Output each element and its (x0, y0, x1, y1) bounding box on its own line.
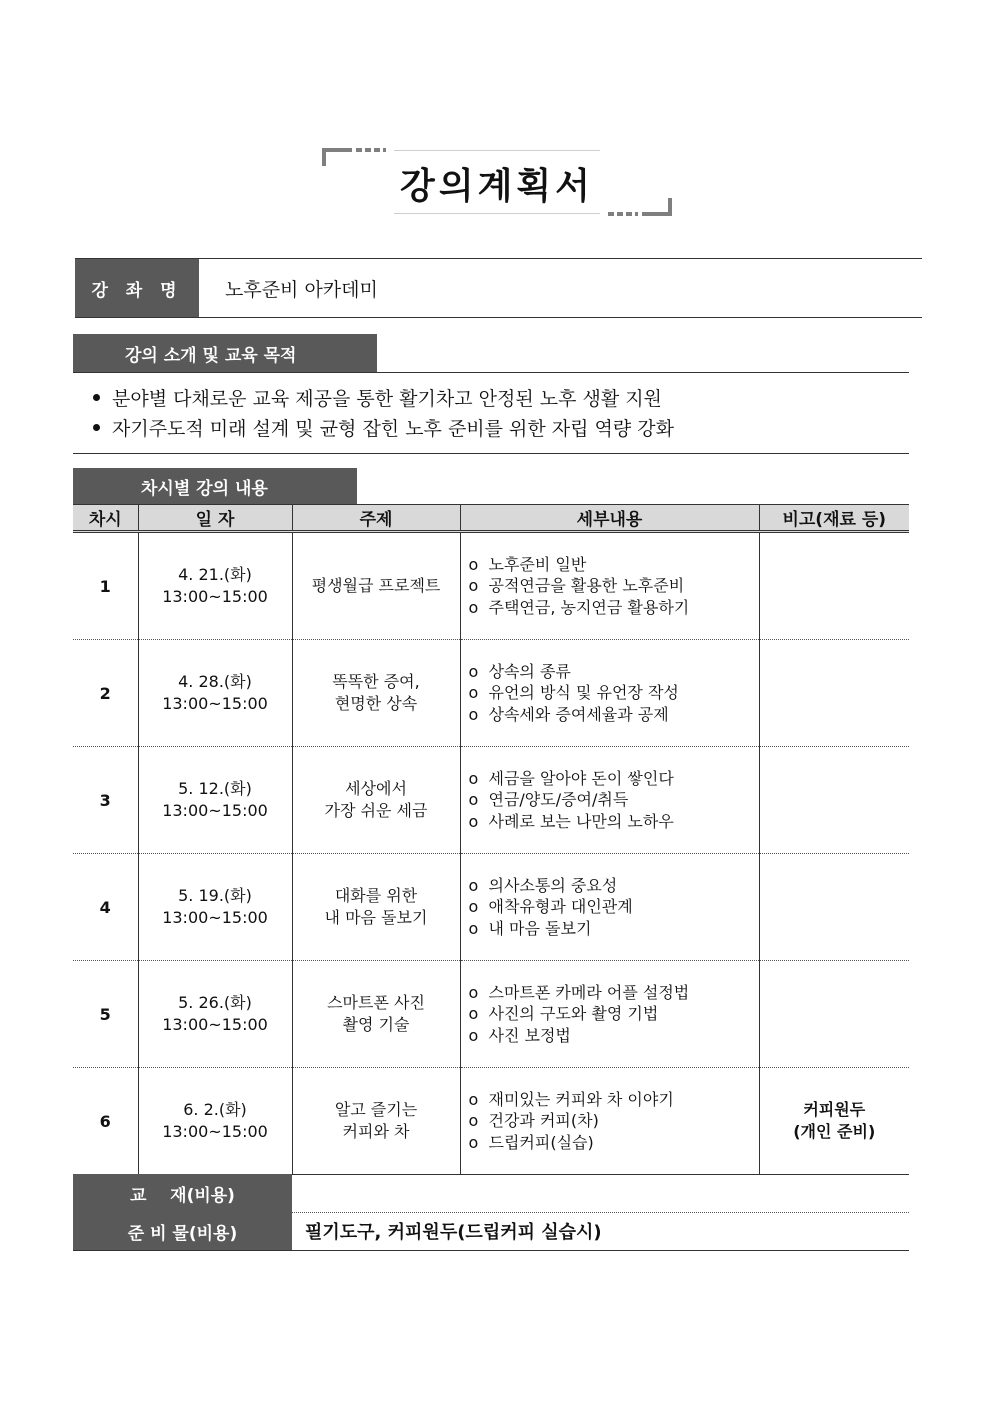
session-number: 2 (73, 640, 138, 747)
session-topic-cell (292, 532, 460, 640)
session-details-cell (460, 747, 759, 854)
session-topic: 내 마음 돌보기 (324, 908, 428, 927)
intro-bullet (93, 384, 662, 411)
course-name-value: 노후준비 아카데미 (225, 278, 378, 301)
schedule-heading: 차시별 강의 내용 (73, 468, 357, 504)
intro-heading: 강의 소개 및 교육 목적 (73, 334, 377, 372)
session-topic: 알고 즐기는 (334, 1100, 418, 1119)
session-note: (개인 준비) (793, 1122, 876, 1141)
session-time: 13:00~15:00 (162, 908, 268, 927)
session-detail-item: o 애착유형과 대인관계 (469, 896, 759, 918)
column-header: 주제 (292, 505, 460, 532)
divider (73, 453, 909, 454)
session-details-cell (460, 854, 759, 961)
bracket-decoration (322, 148, 352, 152)
session-date: 4. 28.(화) (178, 672, 252, 691)
bullet-icon (93, 424, 100, 431)
session-topic: 세상에서 (345, 779, 407, 798)
session-date-cell (138, 961, 292, 1068)
session-detail-item: o 상속의 종류 (469, 661, 759, 683)
bullet-icon (93, 394, 100, 401)
table-header-row (73, 505, 909, 532)
session-detail-item: o 재미있는 커피와 차 이야기 (469, 1089, 759, 1111)
course-name-label: 강 좌 명 (75, 259, 199, 317)
session-number: 3 (73, 747, 138, 854)
session-topic-cell (292, 1068, 460, 1175)
session-topic: 평생월급 프로젝트 (311, 576, 441, 595)
session-note-cell (759, 747, 909, 854)
session-detail-item: o 유언의 방식 및 유언장 작성 (469, 682, 759, 704)
session-number: 6 (73, 1068, 138, 1175)
session-number: 4 (73, 854, 138, 961)
session-detail-item: o 공적연금을 활용한 노후준비 (469, 575, 759, 597)
session-note-cell (759, 532, 909, 640)
session-note-cell (759, 854, 909, 961)
divider (73, 372, 909, 373)
session-date: 5. 26.(화) (178, 993, 252, 1012)
title-block (322, 148, 672, 216)
session-date-cell (138, 854, 292, 961)
session-detail-item: o 사진의 구도와 촬영 기법 (469, 1003, 759, 1025)
dots-decoration (608, 212, 638, 216)
session-detail-item: o 사례로 보는 나만의 노하우 (469, 811, 759, 833)
session-details-cell (460, 1068, 759, 1175)
session-date-cell (138, 532, 292, 640)
table-row (73, 961, 909, 1068)
column-header: 비고(재료 등) (759, 505, 909, 532)
table-row (73, 1068, 909, 1175)
supplies-value: 필기도구, 커피원두(드립커피 실습시) (305, 1222, 602, 1243)
intro-bullet-text: 분야별 다채로운 교육 제공을 통한 활기차고 안정된 노후 생활 지원 (112, 388, 662, 410)
schedule-table (73, 504, 909, 1175)
session-topic: 똑똑한 증여, (332, 672, 420, 691)
session-note-cell (759, 961, 909, 1068)
session-note-cell (759, 640, 909, 747)
page-title: 강의계획서 (400, 166, 594, 207)
session-detail-item: o 상속세와 증여세율과 공제 (469, 704, 759, 726)
supplies-row (73, 1212, 909, 1251)
session-detail-item: o 내 마음 돌보기 (469, 918, 759, 940)
session-details-cell (460, 961, 759, 1068)
session-date-cell (138, 1068, 292, 1175)
session-detail-item: o 노후준비 일반 (469, 554, 759, 576)
session-number: 5 (73, 961, 138, 1068)
session-topic: 가장 쉬운 세금 (324, 801, 428, 820)
session-number: 1 (73, 532, 138, 640)
session-detail-item: o 의사소통의 중요성 (469, 875, 759, 897)
dots-decoration (356, 148, 386, 152)
session-time: 13:00~15:00 (162, 694, 268, 713)
session-date: 6. 2.(화) (183, 1100, 247, 1119)
session-time: 13:00~15:00 (162, 801, 268, 820)
session-time: 13:00~15:00 (162, 587, 268, 606)
session-detail-item: o 사진 보정법 (469, 1025, 759, 1047)
session-time: 13:00~15:00 (162, 1122, 268, 1141)
session-date: 4. 21.(화) (178, 565, 252, 584)
supplies-label: 준 비 물(비용) (73, 1212, 292, 1250)
session-detail-item: o 건강과 커피(차) (469, 1110, 759, 1132)
session-note: 커피원두 (803, 1100, 866, 1119)
session-time: 13:00~15:00 (162, 1015, 268, 1034)
session-topic-cell (292, 640, 460, 747)
session-topic-cell (292, 854, 460, 961)
session-topic: 현명한 상속 (334, 694, 418, 713)
session-date-cell (138, 747, 292, 854)
intro-bullet-text: 자기주도적 미래 설계 및 균형 잡힌 노후 준비를 위한 자립 역량 강화 (112, 418, 674, 440)
session-detail-item: o 스마트폰 카메라 어플 설정법 (469, 982, 759, 1004)
intro-bullet (93, 414, 674, 441)
session-date: 5. 19.(화) (178, 886, 252, 905)
table-row (73, 747, 909, 854)
session-date: 5. 12.(화) (178, 779, 252, 798)
textbook-label: 교 재(비용) (73, 1174, 292, 1212)
session-detail-item: o 세금을 알아야 돈이 쌓인다 (469, 768, 759, 790)
session-detail-item: o 드립커피(실습) (469, 1132, 759, 1154)
bracket-decoration (668, 198, 672, 216)
textbook-row (73, 1174, 909, 1213)
session-topic: 커피와 차 (342, 1122, 410, 1141)
table-row (73, 640, 909, 747)
table-row (73, 532, 909, 640)
column-header: 일 자 (138, 505, 292, 532)
session-note-cell (759, 1068, 909, 1175)
session-detail-item: o 주택연금, 농지연금 활용하기 (469, 597, 759, 619)
session-topic: 촬영 기술 (342, 1015, 410, 1034)
session-topic-cell (292, 747, 460, 854)
session-topic-cell (292, 961, 460, 1068)
session-date-cell (138, 640, 292, 747)
session-details-cell (460, 640, 759, 747)
table-row (73, 854, 909, 961)
session-details-cell (460, 532, 759, 640)
column-header: 세부내용 (460, 505, 759, 532)
course-name-row (75, 258, 922, 318)
session-topic: 대화를 위한 (334, 886, 418, 905)
session-topic: 스마트폰 사진 (327, 993, 425, 1012)
session-detail-item: o 연금/양도/증여/취득 (469, 789, 759, 811)
column-header: 차시 (73, 505, 138, 532)
